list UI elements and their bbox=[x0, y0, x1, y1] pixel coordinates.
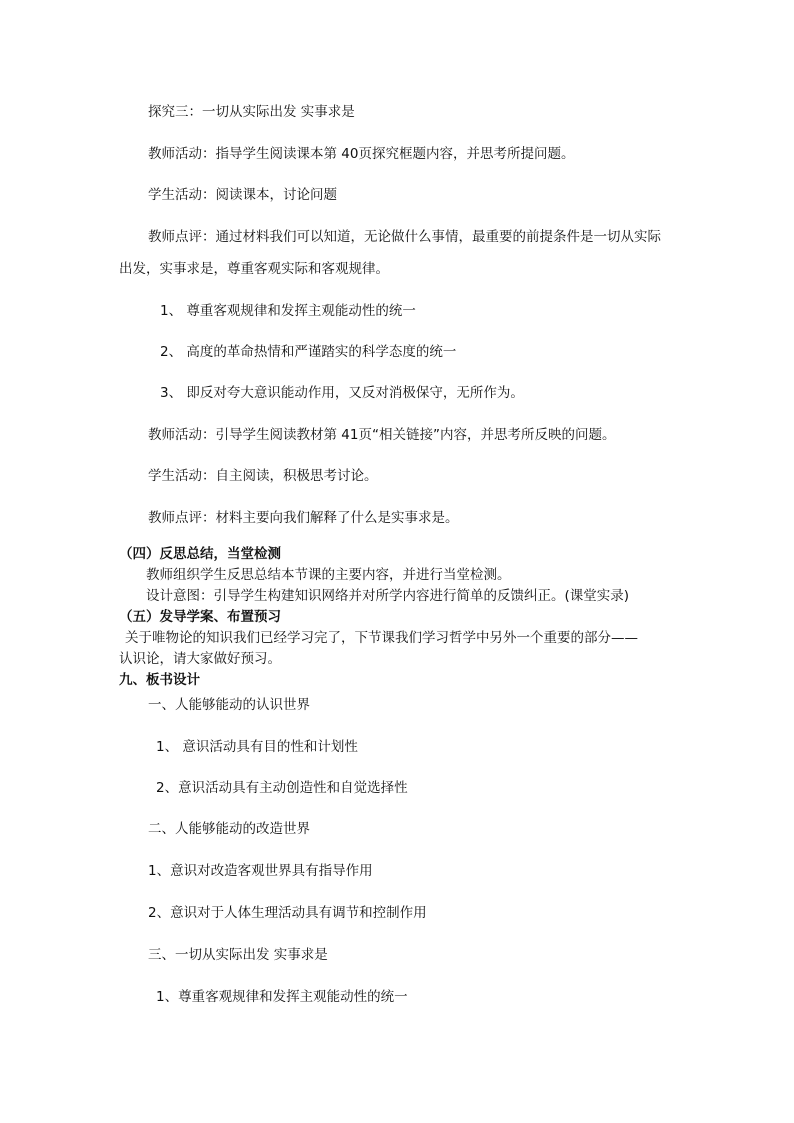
section5-heading: （五）发导学案、布置预习 bbox=[119, 609, 281, 625]
section4-text: 教师组织学生反思总结本节课的主要内容，并进行当堂检测。 bbox=[146, 567, 511, 583]
point-2: 2、 高度的革命热情和严谨踏实的科学态度的统一 bbox=[160, 344, 457, 360]
design-intent: 设计意图：引导学生构建知识网络并对所学内容进行简单的反馈纠正。(课堂实录) bbox=[146, 588, 630, 604]
board-item-1-2: 2、意识活动具有主动创造性和自觉选择性 bbox=[156, 780, 408, 796]
board-item-3-1: 1、尊重客观规律和发挥主观能动性的统一 bbox=[156, 989, 408, 1005]
teacher-activity-2: 教师活动：引导学生阅读教材第 41页“相关链接”内容，并思考所反映的问题。 bbox=[148, 427, 616, 443]
section5-text-line2: 认识论，请大家做好预习。 bbox=[119, 651, 281, 667]
board-item-1: 一、人能够能动的认识世界 bbox=[148, 697, 310, 713]
teacher-comment-1-line1: 教师点评：通过材料我们可以知道，无论做什么事情，最重要的前提条件是一切从实际 bbox=[148, 229, 661, 245]
section5-text-line1: 关于唯物论的知识我们已经学习完了，下节课我们学习哲学中另外一个重要的部分—— bbox=[125, 630, 638, 646]
board-item-3: 三、一切从实际出发 实事求是 bbox=[148, 947, 328, 963]
student-activity-2: 学生活动：自主阅读，积极思考讨论。 bbox=[148, 468, 378, 484]
student-activity-1: 学生活动：阅读课本，讨论问题 bbox=[148, 187, 337, 203]
board-item-2-2: 2、意识对于人体生理活动具有调节和控制作用 bbox=[148, 905, 427, 921]
teacher-comment-2: 教师点评：材料主要向我们解释了什么是实事求是。 bbox=[148, 510, 459, 526]
point-1: 1、 尊重客观规律和发挥主观能动性的统一 bbox=[160, 303, 416, 319]
explore3-title: 探究三：一切从实际出发 实事求是 bbox=[148, 104, 355, 120]
section9-heading: 九、板书设计 bbox=[119, 672, 200, 688]
board-item-2-1: 1、意识对改造客观世界具有指导作用 bbox=[148, 863, 373, 879]
teacher-comment-1-line2: 出发，实事求是，尊重客观实际和客观规律。 bbox=[119, 261, 389, 277]
section4-heading: （四）反思总结，当堂检测 bbox=[119, 546, 281, 562]
board-item-1-1: 1、 意识活动具有目的性和计划性 bbox=[156, 739, 358, 755]
point-3: 3、 即反对夸大意识能动作用，又反对消极保守，无所作为。 bbox=[160, 385, 524, 401]
board-item-2: 二、人能够能动的改造世界 bbox=[148, 821, 310, 837]
teacher-activity-1: 教师活动：指导学生阅读课本第 40页探究框题内容，并思考所提问题。 bbox=[148, 146, 575, 162]
